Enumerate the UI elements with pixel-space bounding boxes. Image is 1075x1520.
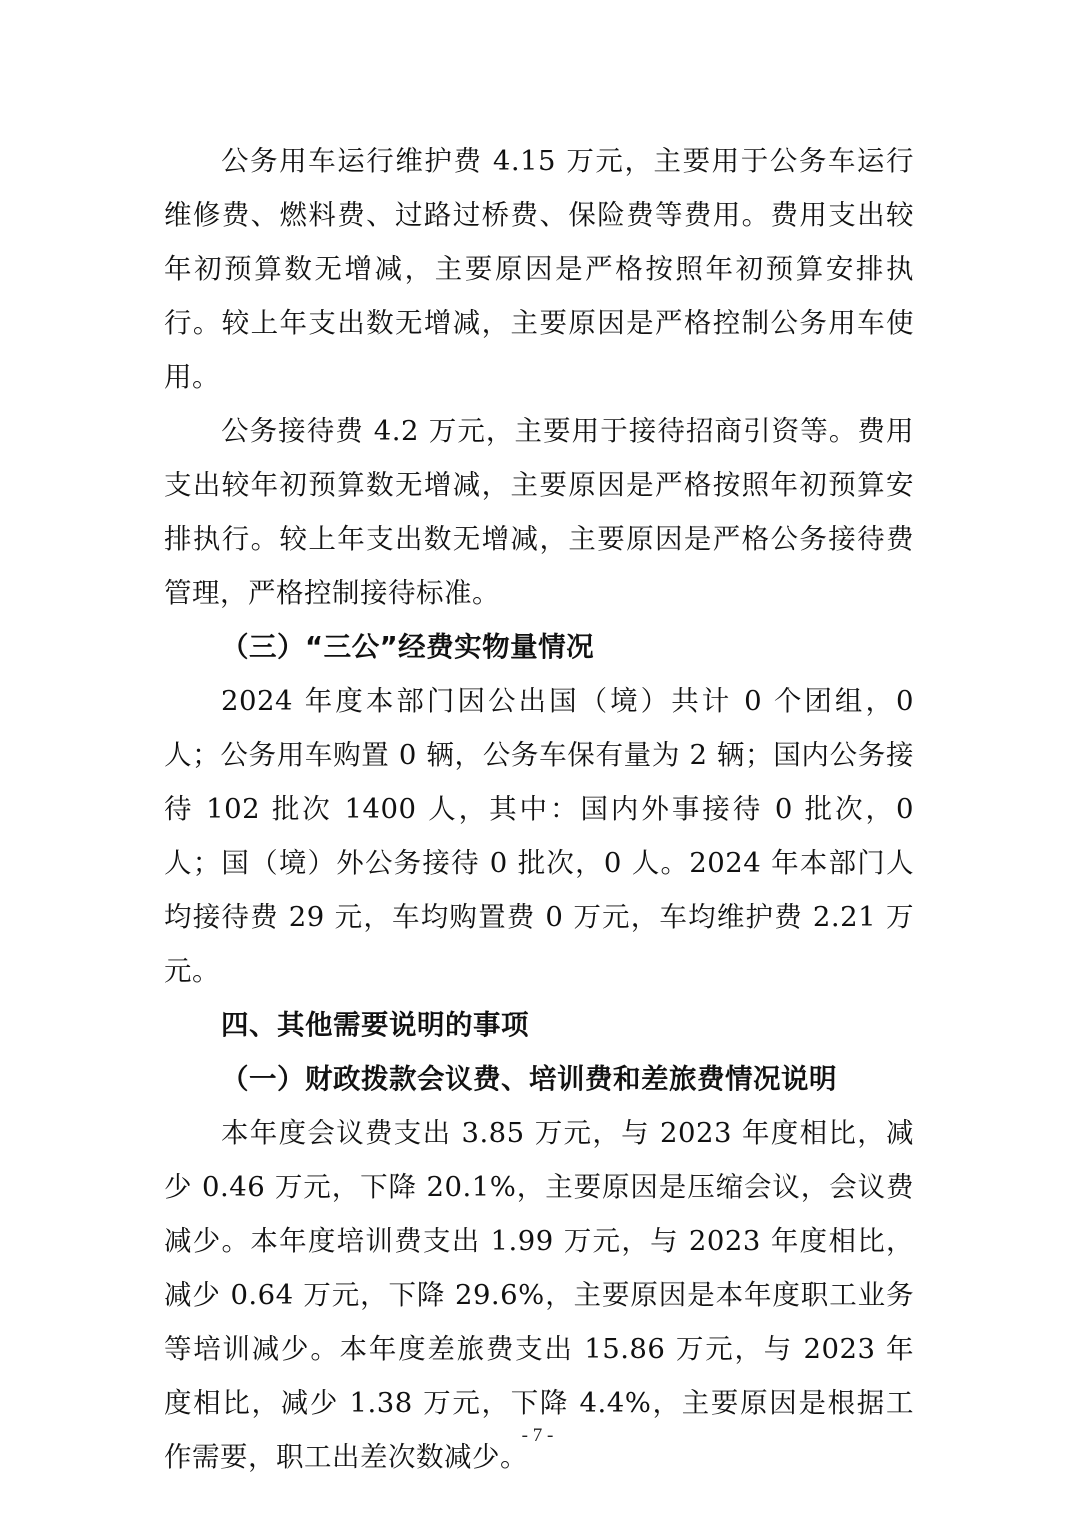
paragraph-meeting-training-travel: 本年度会议费支出 3.85 万元，与 2023 年度相比，减少 0.46 万元，下降 20.1%，主要原因是压缩会议，会议费减少。本年度培训费支出 1.99 万元，与 2023 年度相比，减少 0.64 万元，下降 29.6%，主要原因是本年度职工业务等培训减少。本年度差旅费支出 15.86 万元，与 2023 年度相比，减少 1.38 万元，下降 4.4%，主要原因是根据工作需要，职工出差次数减少。 [164,1117,914,1473]
document-body [164,134,914,1484]
section-heading-meeting-training-travel: （一）财政拨款会议费、培训费和差旅费情况说明 [221,1063,837,1095]
section-heading-three-public-quantity: （三）“三公”经费实物量情况 [221,631,595,663]
paragraph-vehicle-maintenance: 公务用车运行维护费 4.15 万元，主要用于公务车运行维修费、燃料费、过路过桥费、保险费等费用。费用支出较年初预算数无增减，主要原因是严格按照年初预算安排执行。较上年支出数无增减，主要原因是严格控制公务用车使用。 [164,145,914,393]
paragraph-physical-quantity: 2024 年度本部门因公出国（境）共计 0 个团组，0 人；公务用车购置 0 辆，公务车保有量为 2 辆；国内公务接待 102 批次 1400 人，其中：国内外事接待 0 批次，0 人；国（境）外公务接待 0 批次，0 人。2024 年本部门人均接待费 29 元，车均购置费 0 万元，车均维护费 2.21 万元。 [164,685,914,987]
section-heading-other-matters: 四、其他需要说明的事项 [221,1009,529,1041]
page-number: - 7 - [521,1425,554,1446]
paragraph-reception-expense: 公务接待费 4.2 万元，主要用于接待招商引资等。费用支出较年初预算数无增减，主要原因是严格按照年初预算安排执行。较上年支出数无增减，主要原因是严格公务接待费管理，严格控制接待标准。 [164,415,914,609]
